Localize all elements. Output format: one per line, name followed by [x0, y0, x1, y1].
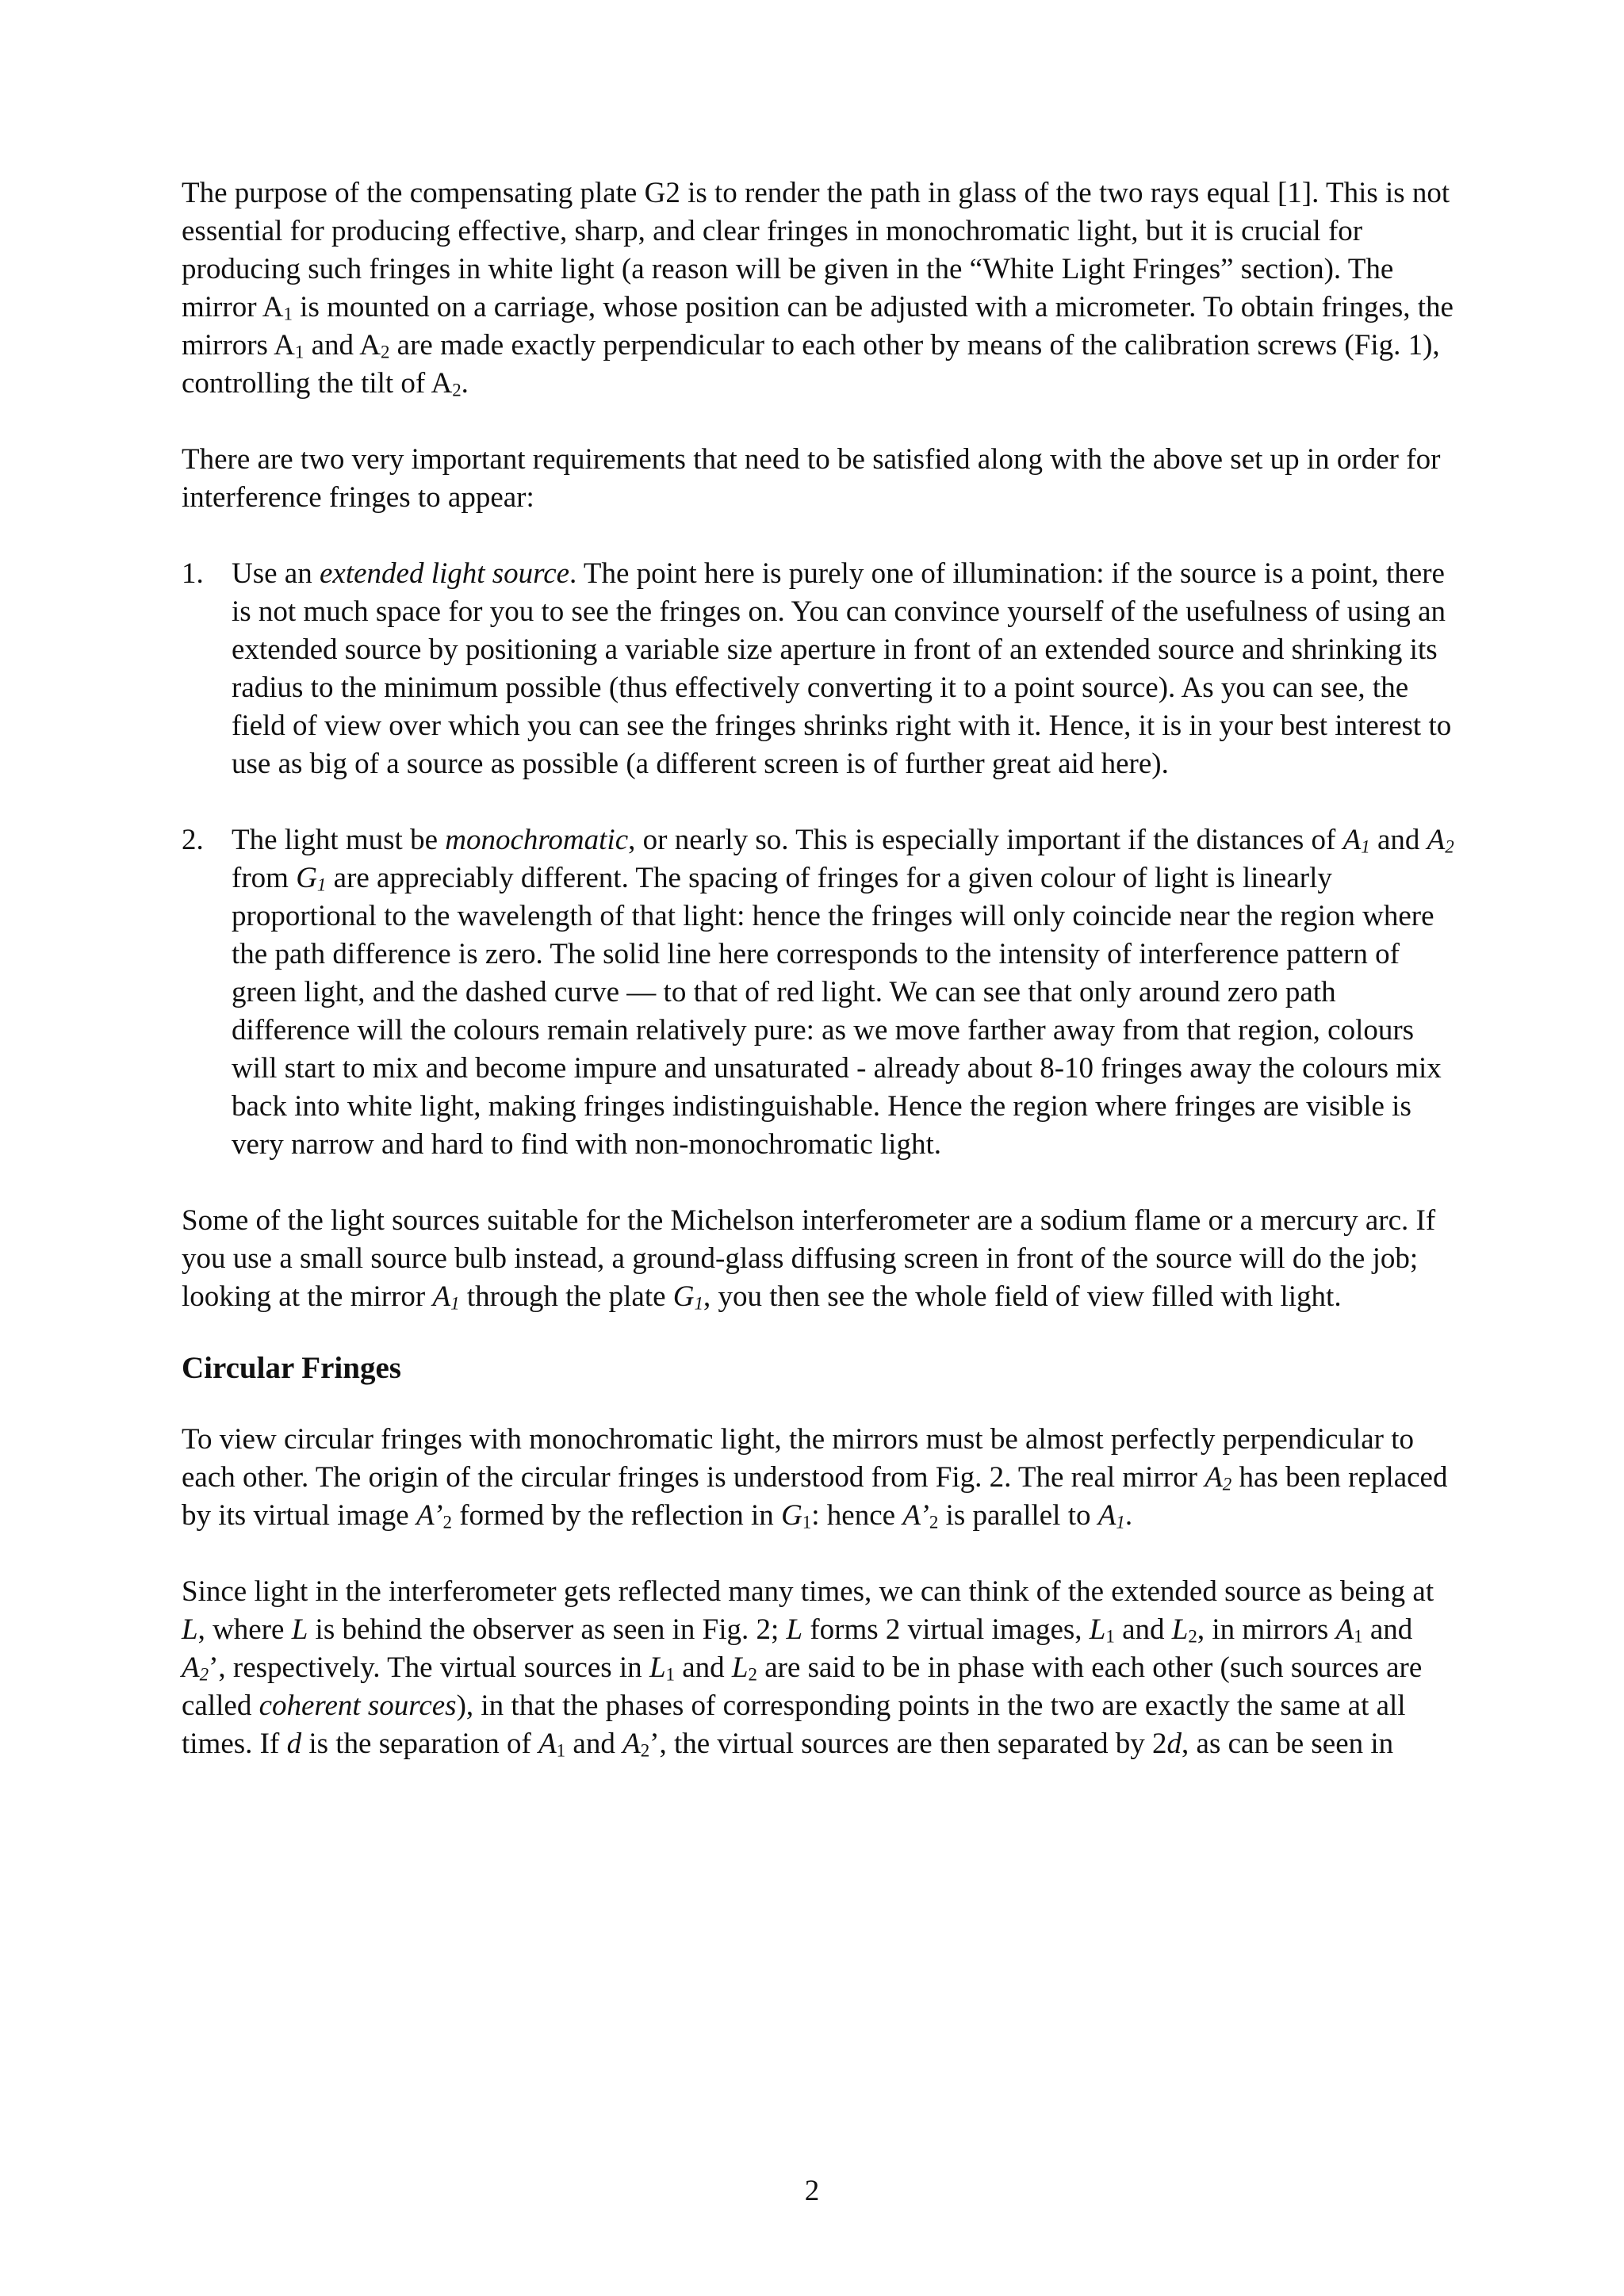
math-symbol: A [1335, 1613, 1354, 1646]
paragraph-requirements-intro: There are two very important requirements that need to be satisfied along with the above set up in order for interference fringes to appear: [182, 443, 1441, 514]
text-run: , you then see the whole field of view filled with light. [703, 1280, 1342, 1313]
text-run: and [1362, 1613, 1413, 1646]
text-run: is behind the observer as seen in Fig. 2; [308, 1613, 787, 1646]
text-run: and [674, 1651, 732, 1684]
emphasis: monochromatic [445, 824, 629, 856]
math-symbol: G [781, 1499, 802, 1532]
subscript: 1 [283, 304, 293, 324]
text-run: : hence [811, 1499, 903, 1532]
text-run: and [565, 1728, 623, 1760]
subscript: 1 [665, 1664, 675, 1685]
text-run: . The point here is purely one of illumination: if the source is a point, there is not much space for you to see the fringes on. You can convince yourself of the usefulness of using an extended source by positioning a variable size aperture in front of an extended source and shrinking its radius to the minimum possible (thus effectively converting it to a point source). As you can see, the field of view over which you can see the fringes shrinks right with it. Hence, it is in your best interest to use as big of a source as possible (a different screen is of further great aid here). [232, 557, 1452, 780]
text-run: , or nearly so. This is especially important if the distances of [628, 824, 1343, 856]
requirements-list [182, 555, 1458, 1164]
text-run: Use an [232, 557, 320, 590]
subscript: 1 [1105, 1626, 1115, 1647]
math-symbol: d [286, 1728, 302, 1760]
math-symbol: G [672, 1280, 695, 1313]
text-run: The purpose of the compensating plate G2 is to render the path in glass of the two rays equal [1]. This is not essential for producing effective, sharp, and clear fringes in monochromatic light, but it is crucial for producing such fringes in white light (a reason will be given in the “White Light Fringes” section). The mirror A [182, 177, 1450, 323]
math-symbol: L [291, 1613, 308, 1646]
text-run: is parallel to [938, 1499, 1098, 1532]
math-symbol: A [1342, 824, 1362, 856]
math-symbol: A [432, 1280, 451, 1313]
text-run: through the plate [459, 1280, 673, 1313]
subscript: 2 [380, 342, 390, 362]
text-run: ), in that the phases of corresponding points in the two are exactly the same at all times. If [182, 1689, 1406, 1760]
list-item-monochromatic [182, 821, 1458, 1164]
spacer [182, 1164, 1458, 1202]
text-run: Since light in the interferometer gets reflected many times, we can think of the extended source as being at [182, 1575, 1434, 1608]
math-symbol: A [1097, 1499, 1116, 1532]
text-run: is the separation of [301, 1728, 539, 1760]
spacer [182, 1535, 1458, 1573]
section-heading-circular-fringes: Circular Fringes [182, 1351, 401, 1385]
text-run: ’, respectively. The virtual sources in [209, 1651, 649, 1684]
subscript: 2 [452, 380, 462, 400]
subscript: 1 [294, 342, 304, 362]
paragraph-light-sources [182, 1202, 1458, 1316]
math-symbol: G [296, 862, 317, 894]
spacer [182, 403, 1458, 441]
page-number: 2 [804, 2175, 820, 2207]
paragraph-virtual-sources [182, 1573, 1458, 1763]
text-run: To view circular fringes with monochromatic light, the mirrors must be almost perfectly perpendicular to each other. The origin of the circular fringes is understood from Fig. 2. The real mirror [182, 1423, 1415, 1494]
spacer [182, 783, 1458, 821]
subscript: 2 [748, 1664, 757, 1685]
page-body [182, 174, 1458, 1763]
text-run: forms 2 virtual images, [802, 1613, 1090, 1646]
text-run: are made exactly perpendicular to each other by means of the calibration screws (Fig. 1), controlling the tilt of A [182, 329, 1440, 400]
text-run: is mounted on a carriage, whose position can be adjusted with a micrometer. To obtain fringes, the mirrors A [182, 291, 1454, 362]
text-run: are appreciably different. The spacing of fringes for a given colour of light is linearly proportional to the wavelength of that light: hence the fringes will only coincide near the region where the path difference is zero. The solid line here corresponds to the intensity of interference pattern of green light, and the dashed curve — to that of red light. We can see that only around zero path difference will the colours remain relatively pure: as we move farther away from that region, colours will start to mix and become impure and unsaturated - already about 8-10 fringes away the colours mix back into white light, making fringes indistinguishable. Hence the region where fringes are visible is very narrow and hard to find with non-monochromatic light. [232, 862, 1442, 1161]
paragraph-circular-fringes [182, 1421, 1458, 1535]
text-run: from [232, 862, 297, 894]
subscript: 2 [1222, 1474, 1232, 1494]
spacer [182, 1389, 1458, 1421]
text-run: , where [197, 1613, 292, 1646]
text-run: The light must be [232, 824, 446, 856]
text-run: . [1124, 1499, 1133, 1532]
text-run: , in mirrors [1197, 1613, 1336, 1646]
math-symbol: A [182, 1651, 200, 1684]
math-symbol: A [1427, 824, 1446, 856]
math-symbol: L [1089, 1613, 1106, 1646]
list-marker: 2. [182, 824, 204, 856]
subscript: 2 [929, 1512, 939, 1533]
subscript: 1 [1361, 836, 1370, 857]
text-run: and A [304, 329, 381, 362]
math-symbol: L [182, 1613, 198, 1646]
math-symbol: L [1171, 1613, 1189, 1646]
text-run: are said to be in phase with each other (such sources are called [182, 1651, 1423, 1722]
list-item-extended-source [182, 555, 1458, 783]
subscript: 1 [316, 874, 327, 895]
subscript: 2 [1188, 1626, 1197, 1647]
subscript: 1 [694, 1293, 703, 1314]
math-symbol: A [538, 1728, 557, 1760]
math-symbol: L [731, 1651, 749, 1684]
list-marker: 1. [182, 557, 204, 590]
spacer [182, 517, 1458, 555]
subscript: 2 [1445, 836, 1454, 857]
subscript: 2 [442, 1512, 452, 1533]
emphasis: coherent sources [259, 1689, 457, 1722]
text-run: , as can be seen in [1182, 1728, 1394, 1760]
emphasis: extended light source [319, 557, 570, 590]
math-symbol: A [622, 1728, 641, 1760]
text-run: ’, the virtual sources are then separated by 2 [649, 1728, 1167, 1760]
subscript: 1 [556, 1740, 566, 1761]
subscript: 2 [199, 1664, 209, 1685]
math-symbol: A’ [902, 1499, 929, 1532]
subscript: 1 [1116, 1512, 1125, 1533]
paragraph-compensating-plate [182, 174, 1458, 403]
text-run: has been replaced by its virtual image [182, 1461, 1448, 1532]
math-symbol: L [786, 1613, 803, 1646]
math-symbol: d [1166, 1728, 1182, 1760]
text-run: . [461, 367, 469, 400]
text-run: formed by the reflection in [451, 1499, 782, 1532]
subscript: 2 [640, 1740, 650, 1761]
subscript: 1 [802, 1512, 812, 1533]
math-symbol: A’ [416, 1499, 443, 1532]
subscript: 1 [1354, 1626, 1363, 1647]
spacer [182, 1316, 1458, 1348]
text-run: and [1114, 1613, 1172, 1646]
text-run: Some of the light sources suitable for the Michelson interferometer are a sodium flame or a mercury arc. If you use a small source bulb instead, a ground-glass diffusing screen in front of the source will do the job; looking at the mirror [182, 1204, 1436, 1313]
math-symbol: A [1205, 1461, 1223, 1494]
math-symbol: L [649, 1651, 666, 1684]
text-run: and [1369, 824, 1427, 856]
subscript: 1 [450, 1293, 460, 1314]
